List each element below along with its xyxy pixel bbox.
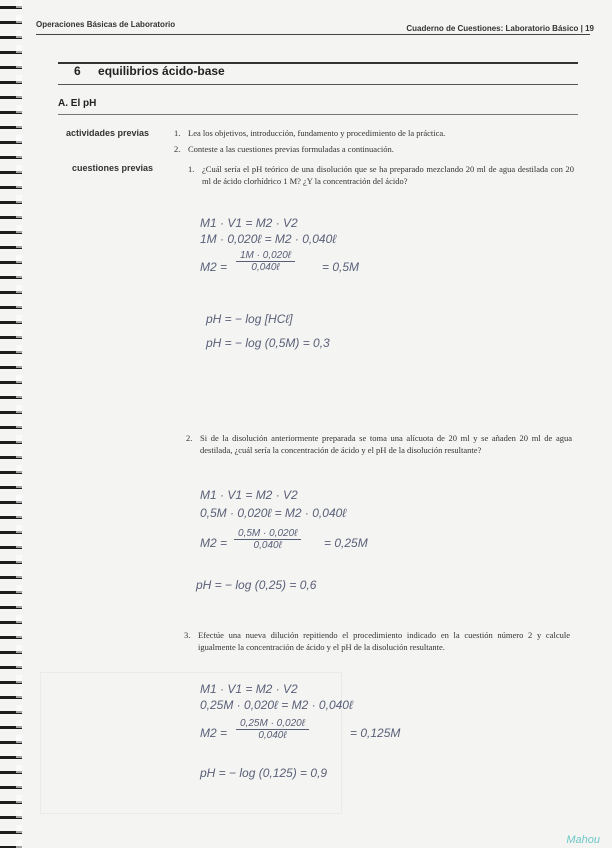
item-text: Efectúe una nueva dilución repitiendo el procedimiento indicado en la cuestión número 2 y calcule igualmente la concentración de ácido y el pH de la disolución resultante. bbox=[198, 630, 570, 652]
fraction-denominator: 0,040ℓ bbox=[253, 540, 282, 551]
handwritten-fraction bbox=[236, 250, 295, 273]
item-number: 1. bbox=[174, 128, 181, 138]
item-number: 2. bbox=[174, 144, 181, 154]
actividad-item bbox=[174, 144, 576, 156]
handwritten-fraction bbox=[236, 718, 309, 741]
item-text: Si de la disolución anteriormente preparada se toma una alícuota de 20 ml y se añaden 20 ml de agua destilada, ¿cuál sería la concentración de ácido y el pH de la disolución resultante? bbox=[200, 433, 572, 455]
brand-watermark: Mahou bbox=[566, 834, 600, 846]
item-number: 3. bbox=[184, 630, 191, 640]
item-number: 1. bbox=[188, 164, 195, 174]
handwritten-line: 1M · 0,020ℓ = M2 · 0,040ℓ bbox=[200, 232, 337, 246]
handwritten-line: = 0,25M bbox=[324, 536, 368, 550]
running-header-right: Cuaderno de Cuestiones: Laboratorio Básico | 19 bbox=[406, 24, 594, 33]
header-rule bbox=[36, 34, 590, 35]
item-text: Conteste a las cuestiones previas formuladas a continuación. bbox=[188, 144, 394, 154]
handwritten-line: pH = − log (0,125) = 0,9 bbox=[200, 766, 328, 780]
fraction-numerator: 0,25M · 0,020ℓ bbox=[236, 718, 309, 730]
handwritten-fraction bbox=[234, 528, 301, 551]
running-header-left: Operaciones Básicas de Laboratorio bbox=[36, 20, 176, 29]
handwritten-line: M1 · V1 = M2 · V2 bbox=[200, 682, 298, 696]
handwritten-line: M2 = bbox=[200, 726, 228, 740]
cuestiones-label: cuestiones previas bbox=[72, 163, 154, 173]
handwritten-line: M1 · V1 = M2 · V2 bbox=[200, 488, 298, 502]
cuestion-item bbox=[188, 164, 574, 187]
handwritten-line: 0,5M · 0,020ℓ = M2 · 0,040ℓ bbox=[200, 506, 347, 520]
item-text: Lea los objetivos, introducción, fundamento y procedimiento de la práctica. bbox=[188, 128, 446, 138]
handwritten-line: 0,25M · 0,020ℓ = M2 · 0,040ℓ bbox=[200, 698, 353, 712]
cuestion-item bbox=[186, 433, 572, 456]
section-rule bbox=[58, 114, 578, 115]
chapter-title-text: equilibrios ácido-base bbox=[98, 64, 225, 78]
handwritten-line: = 0,5M bbox=[322, 260, 360, 274]
actividad-item bbox=[174, 128, 576, 140]
actividades-label: actividades previas bbox=[66, 128, 150, 138]
fraction-denominator: 0,040ℓ bbox=[251, 262, 280, 273]
fraction-numerator: 0,5M · 0,020ℓ bbox=[234, 528, 301, 540]
handwritten-line: M1 · V1 = M2 · V2 bbox=[200, 216, 298, 230]
handwritten-line: pH = − log (0,25) = 0,6 bbox=[196, 578, 317, 592]
fraction-denominator: 0,040ℓ bbox=[258, 730, 287, 741]
handwritten-line: M2 = bbox=[200, 260, 228, 274]
fraction-numerator: 1M · 0,020ℓ bbox=[236, 250, 295, 262]
handwritten-line: pH = − log [HCℓ] bbox=[206, 312, 293, 326]
handwritten-line: = 0,125M bbox=[350, 726, 401, 740]
handwritten-line: pH = − log (0,5M) = 0,3 bbox=[206, 336, 330, 350]
spiral-holes bbox=[16, 0, 22, 848]
chapter-title bbox=[74, 64, 225, 78]
chapter-rule-bottom bbox=[58, 84, 578, 85]
handwritten-line: M2 = bbox=[200, 536, 228, 550]
item-text: ¿Cuál sería el pH teórico de una disolución que se ha preparado mezclando 20 ml de agua destilada con 20 ml de ácido clorhídrico 1 M? ¿Y la concentración del ácido? bbox=[202, 164, 574, 186]
section-title: A. El pH bbox=[58, 98, 97, 109]
item-number: 2. bbox=[186, 433, 193, 443]
cuestion-item bbox=[184, 630, 570, 653]
chapter-number: 6 bbox=[74, 64, 81, 78]
